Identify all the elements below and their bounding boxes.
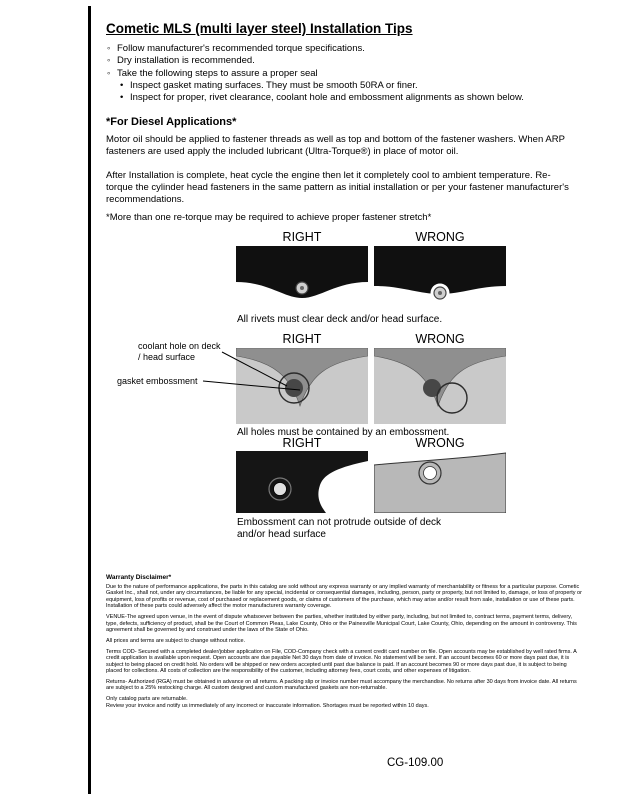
diesel-applications-heading: *For Diesel Applications* (106, 116, 237, 128)
page-number-code: CG-109.00 (387, 757, 444, 769)
list-item (107, 68, 587, 80)
diagram-rivet-wrong-image (374, 246, 506, 308)
gasket-embossment-callout: gasket embossment (117, 376, 198, 386)
list-item (107, 55, 587, 67)
row3-right-label: RIGHT (282, 436, 322, 450)
warranty-disclaimer-heading: Warranty Disclaimer* (106, 574, 172, 581)
coolant-hole-callout: coolant hole on deck / head surface (138, 341, 221, 362)
disclaimer-paragraph: Returns- Authorized (RGA) must be obtained in advance on all returns. A packing slip or invoice number must accompany the merchandise. No returns after 30 days from invoice date. All returns are subject to a 25% restocking charge. All custom designed and custom manufactured gaskets are non-returnable. (106, 678, 577, 692)
page-title: Cometic MLS (multi layer steel) Installation Tips (106, 21, 413, 36)
list-item-text: Inspect gasket mating surfaces. They must be smooth 50RA or finer. (130, 79, 418, 91)
disclaimer-paragraph: Terms COD- Secured with a completed dealer/jobber application on File, COD-Company check with a current credit card number on file. Open accounts may be established by well rated firms. A credit application is available upon request. Open accounts are due payable Net 30 days from date of invoice. No statement will be sent. If an account becomes 60 or more days past due, it is subject to being placed on credit hold. No orders will be shipped or new orders accepted until past due balance is paid. If an account becomes 90 or more days past due, it is subject to being placed for collections. All costs of collection are the responsibility of the customer, including attorney fees, court costs, and other expenses of litigation. (106, 648, 577, 674)
bullet-icon: ◦ (107, 43, 111, 54)
row2-right-label: RIGHT (282, 332, 322, 346)
disclaimer-paragraph: Review your invoice and notify us immediately of any incorrect or inaccurate information. Shortages must be reported within 10 days. (106, 702, 429, 709)
retorque-note: *More than one re-torque may be required to achieve proper fastener stretch* (106, 212, 432, 223)
warranty-disclaimer-section (106, 574, 582, 714)
bullet-icon: • (120, 92, 124, 104)
bullet-icon: ◦ (107, 67, 111, 79)
row3-caption: Embossment can not protrude outside of deck and/or head surface (237, 517, 442, 540)
diesel-paragraph-1: Motor oil should be applied to fastener threads as well as top and bottom of the fastener washers. When ARP fasteners are used apply the included lubricant (Ultra-Torque®) in place of motor oil. (106, 134, 565, 157)
row3-wrong-label: WRONG (415, 436, 465, 450)
list-item (120, 80, 587, 92)
disclaimer-paragraph: VENUE-The agreed upon venue, in the event of dispute whatsoever between the parties, whether instituted by either party, including, but not limited to, contract terms, payment terms, delivery, type, defects, sufficiency of product, shall be the Court of Common Pleas, Lake County, Ohio or the Painesville Municipal Court, Lake County, Ohio, depending on the amount in controversy. This agreement shall be governed by and construed under the laws of the State of Ohio. (106, 614, 577, 633)
installation-tips-list (107, 43, 587, 104)
row1-wrong-label: WRONG (415, 230, 465, 244)
list-item (107, 43, 587, 55)
diagram-embossment-right-image (236, 348, 368, 424)
diagram-embossment-wrong-image (374, 348, 506, 424)
disclaimer-paragraph: Due to the nature of performance applications, the parts in this catalog are sold without any express warranty or any implied warranty of merchantability or fitness for a particular purpose. Cometic Gasket Inc., shall not, under any circumstances, be liable for any special, incidental or consequential damages, including, person, party or property, but not limited to, damage, or loss of property or equipment, loss of profits or revenue, cost of purchased or replacement goods, or claims of customers of the purchase, which may arise and/or result from sale, installation or use of these parts. Installation of these parts could adversely affect the motor manufacturers warranty coverage. (106, 584, 582, 610)
row2-wrong-label: WRONG (415, 332, 465, 346)
list-item-text: Take the following steps to assure a proper seal (117, 67, 318, 79)
disclaimer-paragraph: Only catalog parts are returnable. (106, 696, 188, 703)
list-item-text: Inspect for proper, rivet clearance, coolant hole and embossment alignments as shown below. (130, 92, 524, 104)
list-item-text: Dry installation is recommended. (117, 55, 255, 67)
diagram-protrusion-right-image (236, 451, 368, 513)
disclaimer-paragraph: All prices and terms are subject to change without notice. (106, 637, 246, 644)
bullet-icon: ◦ (107, 55, 111, 67)
list-item (120, 92, 587, 104)
row2-caption: All holes must be contained by an embossment. (237, 427, 450, 438)
page-edge-bar (88, 6, 91, 794)
list-item-text: Follow manufacturer's recommended torque specifications. (117, 43, 365, 54)
row1-caption: All rivets must clear deck and/or head surface. (237, 314, 443, 325)
bullet-icon: • (120, 79, 124, 91)
row1-right-label: RIGHT (282, 230, 322, 244)
diesel-paragraph-2: After Installation is complete, heat cycle the engine then let it completely cool to ambient temperature. Re-torque the cylinder head fasteners in the same pattern as initial installation or per your fastener manufacturer's recommendations. (106, 170, 569, 205)
diagram-protrusion-wrong-image (374, 451, 506, 513)
diagram-rivet-right-image (236, 246, 368, 308)
